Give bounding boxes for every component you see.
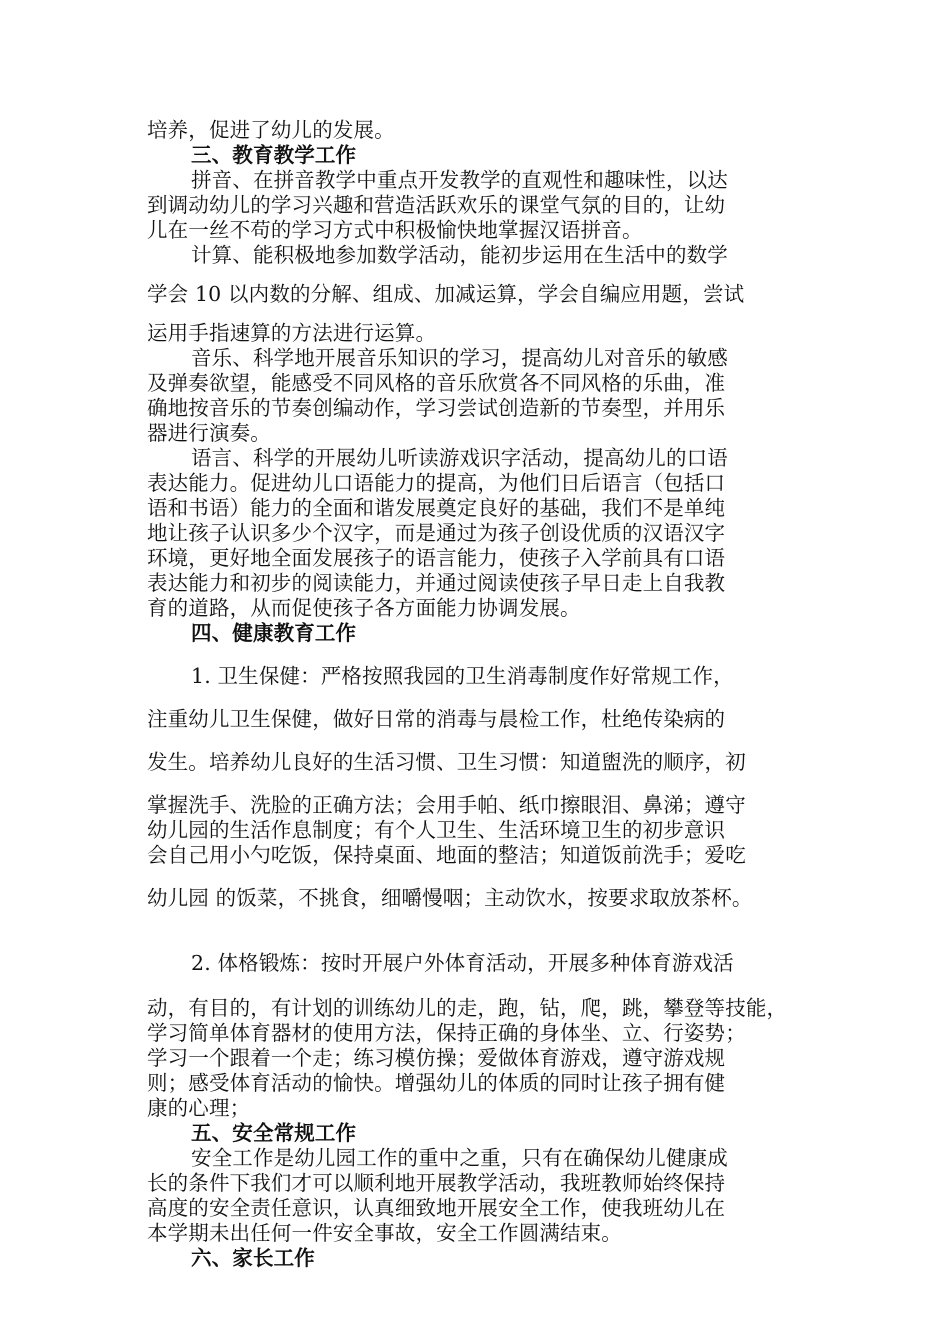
text-line: 动，有目的，有计划的训练幼儿的走，跑，钻，爬，跳，攀登等技能， (147, 996, 788, 1020)
section-heading: 三、教育教学工作 (191, 143, 357, 167)
text-line: 2. 体格锻炼：按时开展户外体育活动，开展多种体育游戏活 (191, 951, 734, 975)
text-line: 表达能力。促进幼儿口语能力的提高，为他们日后语言（包括口 (147, 471, 726, 495)
text-line: 学习一个跟着一个走；练习模仿操；爱做体育游戏，遵守游戏规 (147, 1046, 726, 1070)
text-line: 计算、能积极地参加数学活动，能初步运用在生活中的数学 (191, 243, 728, 267)
text-line: 1. 卫生保健：严格按照我园的卫生消毒制度作好常规工作， (191, 664, 734, 688)
text-line: 则；感受体育活动的愉快。增强幼儿的体质的同时让孩子拥有健 (147, 1071, 726, 1095)
text-line: 本学期未出任何一件安全事故，安全工作圆满结束。 (147, 1221, 622, 1245)
text-line: 育的道路，从而促使孩子各方面能力协调发展。 (147, 596, 581, 620)
text-line: 发生。培养幼儿良好的生活习惯、卫生习惯：知道盥洗的顺序，初 (147, 750, 746, 774)
section-heading: 五、安全常规工作 (191, 1121, 357, 1145)
document-page (147, 118, 809, 1271)
text-line: 长的条件下我们才可以顺利地开展教学活动，我班教师始终保持 (147, 1171, 726, 1195)
text-line: 运用手指速算的方法进行运算。 (147, 321, 437, 345)
text-line: 会自己用小勺吃饭，保持桌面、地面的整洁；知道饭前洗手；爱吃 (147, 843, 746, 867)
text-line: 儿在一丝不苟的学习方式中积极愉快地掌握汉语拼音。 (147, 218, 643, 242)
text-line: 幼儿园 的饭菜，不挑食，细嚼慢咽；主动饮水，按要求取放茶杯。 (147, 886, 753, 910)
text-line: 语言、科学的开展幼儿听读游戏识字活动，提高幼儿的口语 (191, 446, 728, 470)
text-line: 安全工作是幼儿园工作的重中之重，只有在确保幼儿健康成 (191, 1146, 728, 1170)
text-line: 高度的安全责任意识，认真细致地开展安全工作，使我班幼儿在 (147, 1196, 726, 1220)
text-line: 及弹奏欲望，能感受不同风格的音乐欣赏各不同风格的乐曲，准 (147, 371, 726, 395)
text-line: 学会 10 以内数的分解、组成、加减运算，学会自编应用题，尝试 (147, 282, 745, 306)
section-heading: 六、家长工作 (191, 1246, 315, 1270)
text-line: 幼儿园的生活作息制度；有个人卫生、生活环境卫生的初步意识 (147, 818, 726, 842)
text-line: 到调动幼儿的学习兴趣和营造活跃欢乐的课堂气氛的目的，让幼 (147, 193, 726, 217)
text-line: 地让孩子认识多少个汉字，而是通过为孩子创设优质的汉语汉字 (147, 521, 726, 545)
text-line: 拼音、在拼音教学中重点开发教学的直观性和趣味性，以达 (191, 168, 728, 192)
text-line: 环境，更好地全面发展孩子的语言能力，使孩子入学前具有口语 (147, 546, 726, 570)
text-line: 音乐、科学地开展音乐知识的学习，提高幼儿对音乐的敏感 (191, 346, 728, 370)
text-line: 康的心理； (147, 1096, 251, 1120)
text-line: 学习简单体育器材的使用方法，保持正确的身体坐、立、行姿势； (147, 1021, 746, 1045)
text-line: 表达能力和初步的阅读能力，并通过阅读使孩子早日走上自我教 (147, 571, 726, 595)
section-heading: 四、健康教育工作 (191, 621, 357, 645)
text-line: 器进行演奏。 (147, 421, 271, 445)
text-line: 培养，促进了幼儿的发展。 (147, 118, 395, 142)
text-line: 掌握洗手、洗脸的正确方法；会用手帕、纸巾擦眼泪、鼻涕；遵守 (147, 793, 746, 817)
text-line: 确地按音乐的节奏创编动作，学习尝试创造新的节奏型，并用乐 (147, 396, 726, 420)
text-line: 语和书语）能力的全面和谐发展奠定良好的基础，我们不是单纯 (147, 496, 726, 520)
text-line: 注重幼儿卫生保健，做好日常的消毒与晨检工作，杜绝传染病的 (147, 707, 726, 731)
